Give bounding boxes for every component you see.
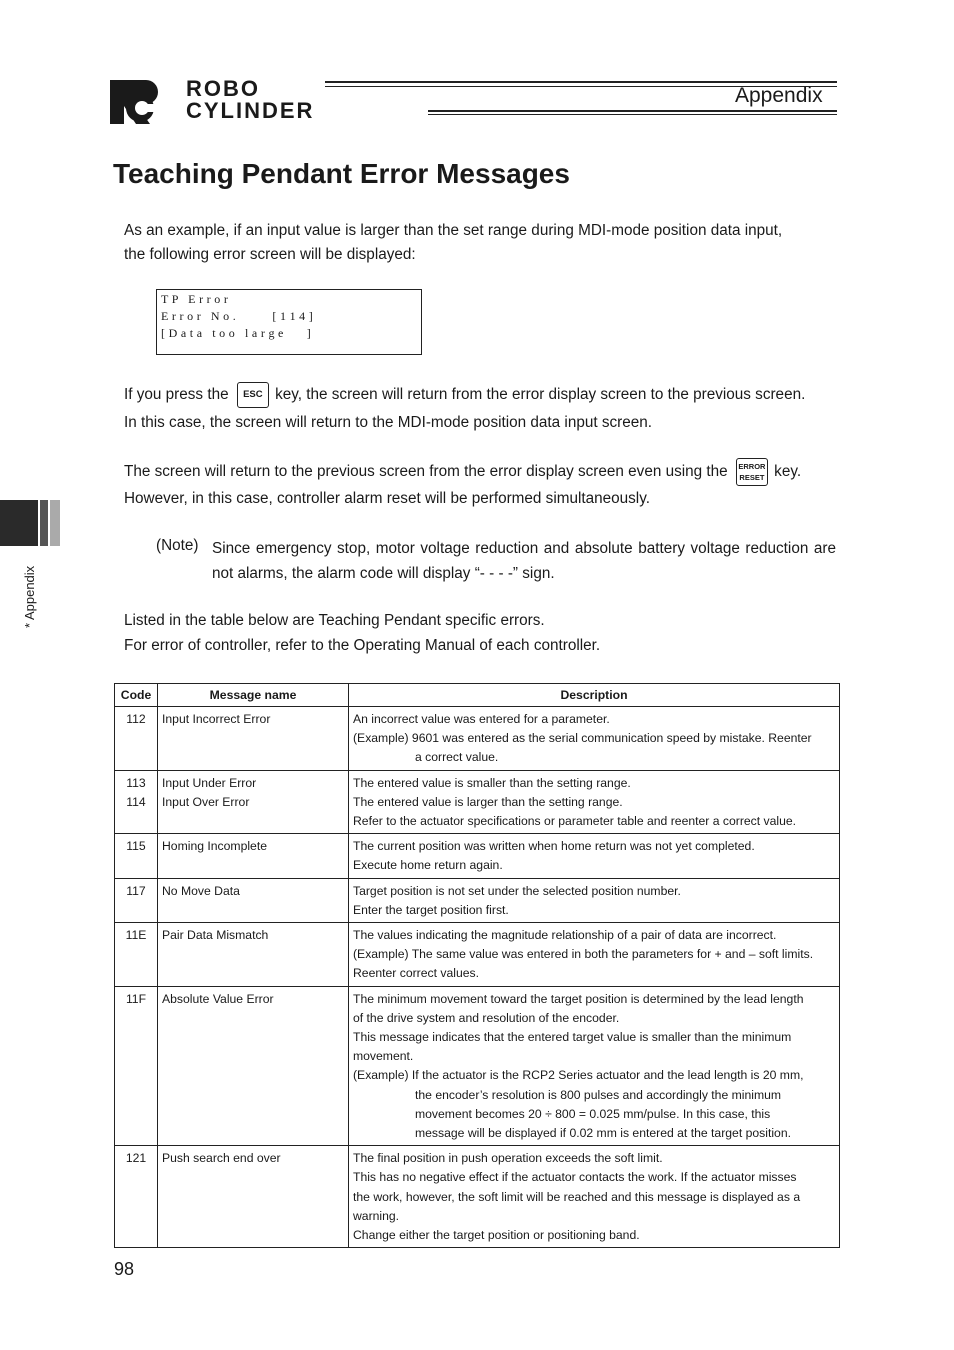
table-row bbox=[115, 707, 840, 771]
esc-line-2: In this case, the screen will return to the MDI-mode position data input screen. bbox=[124, 414, 653, 431]
error-code: 11F bbox=[125, 991, 147, 1006]
error-code-cell bbox=[115, 923, 158, 987]
esc-key-icon bbox=[237, 382, 269, 408]
error-code-cell bbox=[115, 707, 158, 771]
description-line: An incorrect value was entered for a parameter. bbox=[353, 712, 610, 726]
description-line: (Example) The same value was entered in both the parameters for + and – soft limits. bbox=[353, 947, 814, 962]
description-cell bbox=[349, 1146, 840, 1248]
description-line: movement. bbox=[353, 1049, 414, 1064]
side-tab-marker bbox=[0, 500, 60, 546]
error-code-cell bbox=[115, 878, 158, 922]
error-code: 115 bbox=[126, 839, 146, 854]
description-line: The values indicating the magnitude relationship of a pair of data are incorrect. bbox=[353, 928, 777, 943]
table-intro bbox=[124, 608, 600, 658]
description-line: (Example) 9601 was entered as the serial communication speed by mistake. Reenter bbox=[353, 731, 812, 746]
esc-text-before: If you press the bbox=[124, 386, 229, 404]
message-name: Input Incorrect Error bbox=[162, 712, 271, 726]
description-line: a correct value. bbox=[415, 750, 499, 765]
message-name-cell bbox=[158, 923, 349, 987]
table-row bbox=[115, 986, 840, 1146]
error-code: 121 bbox=[125, 1151, 147, 1166]
description-cell bbox=[349, 878, 840, 922]
note-text: Since emergency stop, motor voltage reduction and absolute battery voltage reduction are not alarms, the alarm code will display “- - - -” sign. bbox=[212, 540, 836, 582]
message-name: Homing Incomplete bbox=[162, 839, 267, 854]
error-table bbox=[114, 683, 840, 1248]
error-table-body bbox=[115, 707, 840, 1248]
description-cell bbox=[349, 986, 840, 1146]
table-header-row bbox=[115, 684, 840, 707]
esc-key-label: ESC bbox=[243, 389, 263, 400]
reset-text-after: key. bbox=[774, 463, 802, 481]
reset-paragraph bbox=[124, 458, 801, 511]
description-line: Reenter correct values. bbox=[353, 966, 479, 981]
table-row bbox=[115, 770, 840, 834]
lcd-line-1: T P E r r o r bbox=[161, 292, 229, 306]
note-label: (Note) bbox=[156, 537, 199, 554]
table-row bbox=[115, 834, 840, 878]
error-code: 11E bbox=[125, 928, 147, 943]
message-name-cell bbox=[158, 1146, 349, 1248]
reset-text-before: The screen will return to the previous screen from the error display screen even using the bbox=[124, 463, 728, 481]
message-name: Absolute Value Error bbox=[162, 991, 274, 1006]
logo-text-cylinder: CYLINDER bbox=[186, 98, 315, 123]
error-code-cell bbox=[115, 1146, 158, 1248]
message-name: Input Over Error bbox=[162, 794, 250, 809]
pendant-lcd-screen bbox=[156, 289, 422, 355]
intro-paragraph bbox=[124, 219, 782, 267]
description-line: of the drive system and resolution of the encoder. bbox=[353, 1010, 620, 1025]
error-code: 117 bbox=[126, 883, 146, 898]
lcd-line-3: [ D a t a t o o l a r g e ] bbox=[161, 326, 312, 340]
table-row bbox=[115, 878, 840, 922]
description-line: The entered value is larger than the setting range. bbox=[353, 794, 623, 809]
description-cell bbox=[349, 923, 840, 987]
table-intro-line-2: For error of controller, refer to the Operating Manual of each controller. bbox=[124, 637, 601, 654]
table-row bbox=[115, 1146, 840, 1248]
logo-text-robo: ROBO bbox=[186, 76, 260, 101]
reset-key-label-1: ERROR bbox=[738, 462, 766, 471]
description-line: The minimum movement toward the target position is determined by the lead length bbox=[353, 991, 804, 1006]
description-line: The current position was written when home return was not yet completed. bbox=[353, 839, 755, 854]
intro-line-2: the following error screen will be displayed: bbox=[124, 246, 416, 263]
description-line: This message indicates that the entered target value is smaller than the minimum bbox=[353, 1030, 792, 1045]
message-name: Pair Data Mismatch bbox=[162, 928, 269, 943]
error-reset-key-icon bbox=[736, 458, 768, 486]
message-name-cell bbox=[158, 878, 349, 922]
description-line: Change either the target position or positioning band. bbox=[353, 1228, 640, 1243]
description-line: This has no negative effect if the actuator contacts the work. If the actuator misses bbox=[353, 1170, 797, 1185]
description-line: message will be displayed if 0.02 mm is entered at the target position. bbox=[415, 1126, 791, 1141]
message-name-cell bbox=[158, 707, 349, 771]
description-line: movement becomes 20 ÷ 800 = 0.025 mm/pulse. In this case, this bbox=[415, 1106, 771, 1121]
message-name-cell bbox=[158, 986, 349, 1146]
intro-line-1: As an example, if an input value is larger than the set range during MDI-mode position data input, bbox=[124, 222, 783, 239]
description-cell bbox=[349, 707, 840, 771]
reset-key-label-2: RESET bbox=[739, 473, 765, 482]
message-name: No Move Data bbox=[162, 883, 240, 898]
error-code-cell bbox=[115, 834, 158, 878]
section-title: Appendix bbox=[735, 84, 823, 107]
description-line: (Example) If the actuator is the RCP2 Series actuator and the lead length is 20 mm, bbox=[353, 1068, 804, 1083]
header-description: Description bbox=[349, 684, 840, 707]
description-line: Refer to the actuator specifications or parameter table and reenter a correct value. bbox=[353, 814, 797, 829]
page-title: Teaching Pendant Error Messages bbox=[113, 158, 570, 189]
error-code: 113 bbox=[126, 775, 146, 790]
esc-text-after: key, the screen will return from the error display screen to the previous screen. bbox=[275, 386, 806, 404]
description-line: the work, however, the soft limit will be reached and this message is displayed as a bbox=[353, 1189, 801, 1204]
header-rule-bottom bbox=[428, 110, 837, 112]
lcd-line-2: E r r o r N o . [ 1 1 4 ] bbox=[161, 309, 314, 323]
header-code: Code bbox=[115, 684, 158, 707]
table-row bbox=[115, 923, 840, 987]
description-cell bbox=[349, 834, 840, 878]
description-line: Target position is not set under the selected position number. bbox=[353, 883, 681, 898]
description-line: the encoder’s resolution is 800 pulses and accordingly the minimum bbox=[415, 1087, 782, 1102]
header-rule-top bbox=[325, 81, 837, 83]
reset-line-1 bbox=[124, 458, 801, 484]
page-number: 98 bbox=[114, 1259, 135, 1279]
esc-paragraph bbox=[124, 382, 805, 435]
esc-line-1 bbox=[124, 382, 805, 408]
message-name: Push search end over bbox=[162, 1151, 281, 1166]
side-tab-label: * Appendix bbox=[22, 565, 37, 628]
description-cell bbox=[349, 770, 840, 834]
description-line: Enter the target position first. bbox=[353, 902, 509, 917]
description-line: The entered value is smaller than the setting range. bbox=[353, 775, 631, 790]
error-code: 114 bbox=[126, 794, 146, 809]
message-name: Input Under Error bbox=[162, 775, 257, 790]
message-name-cell bbox=[158, 834, 349, 878]
description-line: The final position in push operation exceeds the soft limit. bbox=[353, 1151, 663, 1166]
error-code: 112 bbox=[126, 712, 146, 726]
header-message-name: Message name bbox=[158, 684, 349, 707]
message-name-cell bbox=[158, 770, 349, 834]
description-line: warning. bbox=[353, 1208, 400, 1223]
reset-line-2: However, in this case, controller alarm reset will be performed simultaneously. bbox=[124, 490, 650, 507]
error-code-cell bbox=[115, 986, 158, 1146]
error-code-cell bbox=[115, 770, 158, 834]
table-intro-line-1: Listed in the table below are Teaching Pendant specific errors. bbox=[124, 612, 545, 629]
header-rule-bottom-thin bbox=[428, 114, 837, 115]
description-line: Execute home return again. bbox=[353, 858, 503, 873]
